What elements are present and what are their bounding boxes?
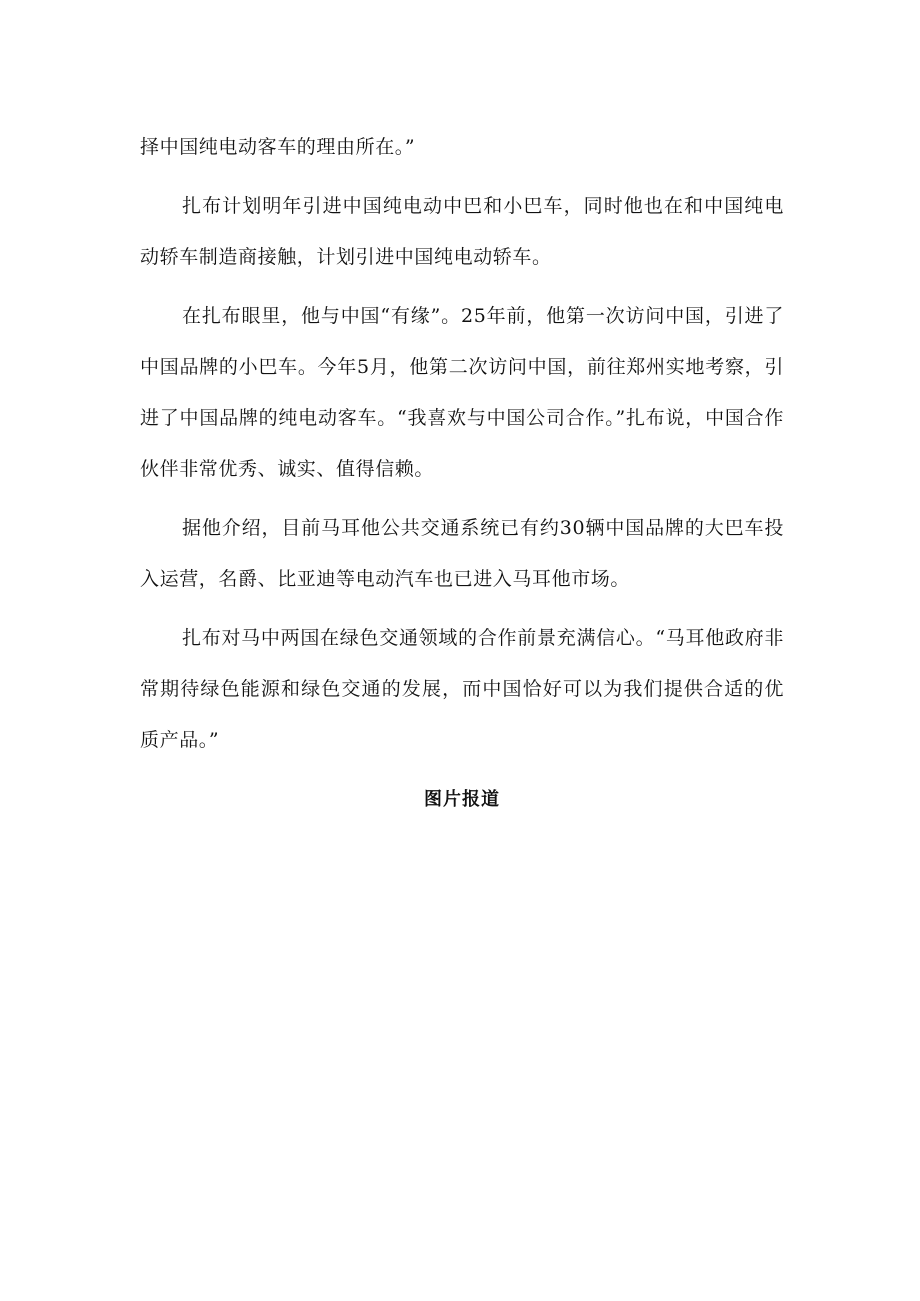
paragraph-continuation: 择中国纯电动客车的理由所在。” (140, 136, 416, 158)
article-body (140, 122, 784, 825)
paragraph-plan: 扎布计划明年引进中国纯电动中巴和小巴车，同时他也在和中国纯电动轿车制造商接触，计划引进中国纯电动轿车。 (140, 195, 784, 268)
paragraph-outlook: 扎布对马中两国在绿色交通领域的合作前景充满信心。“马耳他政府非常期待绿色能源和绿色交通的发展，而中国恰好可以为我们提供合适的优质产品。” (140, 627, 784, 751)
paragraph-history: 在扎布眼里，他与中国“有缘”。25年前，他第一次访问中国，引进了中国品牌的小巴车。今年5月，他第二次访问中国，前往郑州实地考察，引进了中国品牌的纯电动客车。“我喜欢与中国公司合作。”扎布说，中国合作伙伴非常优秀、诚实、值得信赖。 (140, 305, 784, 480)
section-heading: 图片报道 (424, 789, 500, 810)
paragraph-market: 据他介绍，目前马耳他公共交通系统已有约30辆中国品牌的大巴车投入运营，名爵、比亚迪等电动汽车也已进入马耳他市场。 (140, 517, 784, 590)
